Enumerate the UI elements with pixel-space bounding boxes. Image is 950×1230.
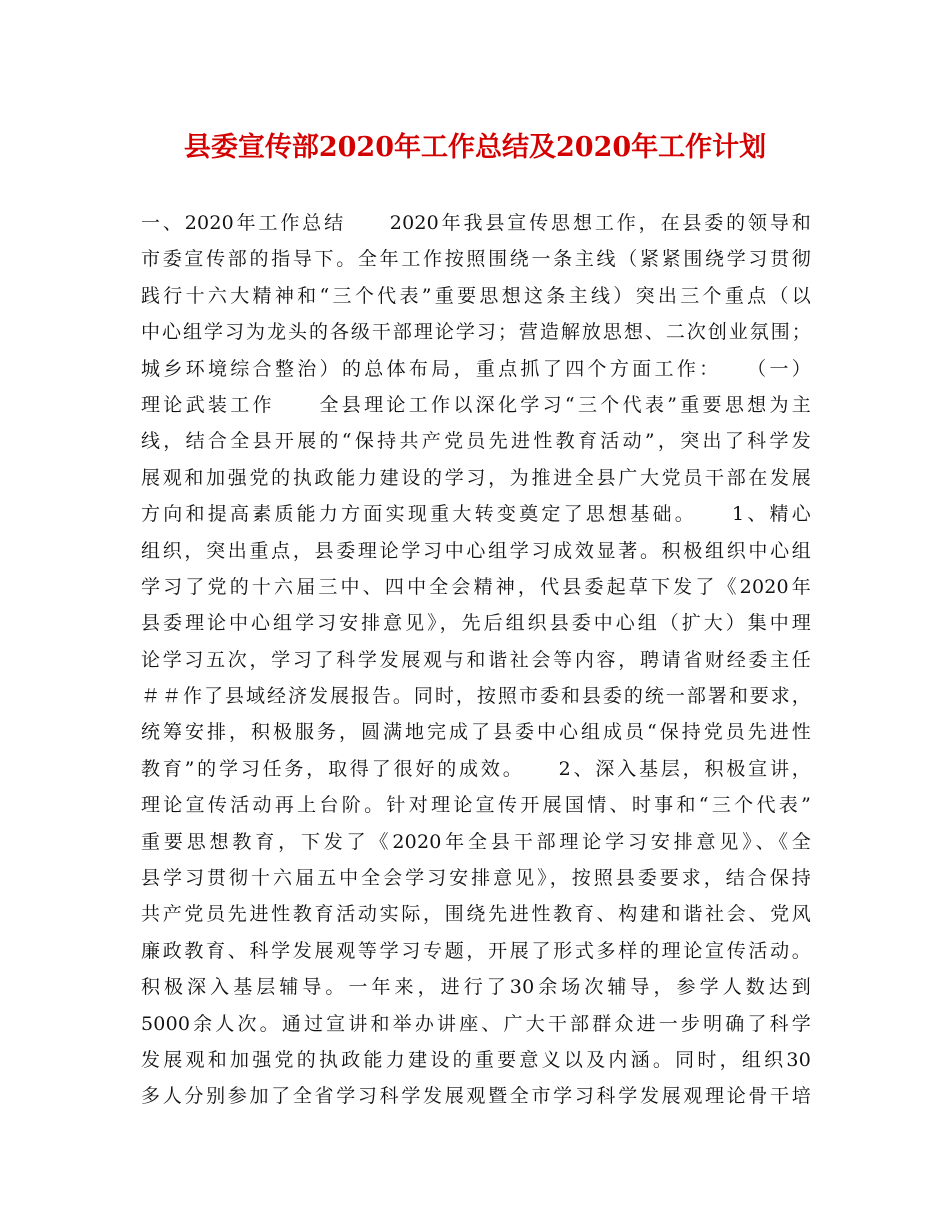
body-line: 发展观和加强党的执政能力建设的重要意义以及内涵。同时，组织30 xyxy=(141,1048,811,1071)
body-line: 论学习五次，学习了科学发展观与和谐社会等内容，聘请省财经委主任 xyxy=(141,648,811,671)
body-line: 重要思想教育，下发了《2020年全县干部理论学习安排意见》、《全 xyxy=(141,830,811,853)
document-title: 县委宣传部2020年工作总结及2020年工作计划 xyxy=(183,132,767,163)
body-line: ＃＃作了县域经济发展报告。同时，按照市委和县委的统一部署和要求， xyxy=(141,685,811,708)
body-line: 组织，突出重点，县委理论学习中心组学习成效显著。积极组织中心组 xyxy=(141,539,811,562)
body-line: 多人分别参加了全省学习科学发展观暨全市学习科学发展观理论骨干培 xyxy=(141,1085,811,1108)
body-line: 5000余人次。通过宣讲和举办讲座、广大干部群众进一步明确了科学 xyxy=(141,1012,811,1035)
body-line: 理论宣传活动再上台阶。针对理论宣传开展国情、时事和“三个代表” xyxy=(141,794,811,817)
body-line: 共产党员先进性教育活动实际，围绕先进性教育、构建和谐社会、党风 xyxy=(141,903,811,926)
body-line: 市委宣传部的指导下。全年工作按照围绕一条主线（紧紧围绕学习贯彻 xyxy=(141,248,811,271)
body-line: 统筹安排，积极服务，圆满地完成了县委中心组成员“保持党员先进性 xyxy=(141,721,811,744)
body-line: 城乡环境综合整治）的总体布局，重点抓了四个方面工作： （一） xyxy=(141,357,811,380)
body-line: 一、2020年工作总结 2020年我县宣传思想工作，在县委的领导和 xyxy=(141,212,811,234)
body-line: 县委理论中心组学习安排意见》，先后组织县委中心组（扩大）集中理 xyxy=(141,612,811,635)
body-line: 积极深入基层辅导。一年来，进行了30余场次辅导，参学人数达到 xyxy=(141,976,811,999)
body-line: 中心组学习为龙头的各级干部理论学习；营造解放思想、二次创业氛围； xyxy=(141,321,811,344)
body-line: 理论武装工作 全县理论工作以深化学习“三个代表”重要思想为主 xyxy=(141,393,811,416)
body-line: 教育”的学习任务，取得了很好的成效。 2、深入基层，积极宣讲， xyxy=(141,757,811,780)
body-line: 廉政教育、科学发展观等学习专题，开展了形式多样的理论宣传活动。 xyxy=(141,939,811,962)
body-line: 线，结合全县开展的“保持共产党员先进性教育活动”，突出了科学发 xyxy=(141,430,811,453)
body-line: 展观和加强党的执政能力建设的学习，为推进全县广大党员干部在发展 xyxy=(141,466,811,489)
body-line: 学习了党的十六届三中、四中全会精神，代县委起草下发了《2020年 xyxy=(141,575,811,598)
body-line: 践行十六大精神和“三个代表”重要思想这条主线）突出三个重点（以 xyxy=(141,284,811,307)
body-line: 方向和提高素质能力方面实现重大转变奠定了思想基础。 1、精心 xyxy=(141,503,811,526)
document-body xyxy=(141,205,811,1115)
body-line: 县学习贯彻十六届五中全会学习安排意见》，按照县委要求，结合保持 xyxy=(141,867,811,890)
